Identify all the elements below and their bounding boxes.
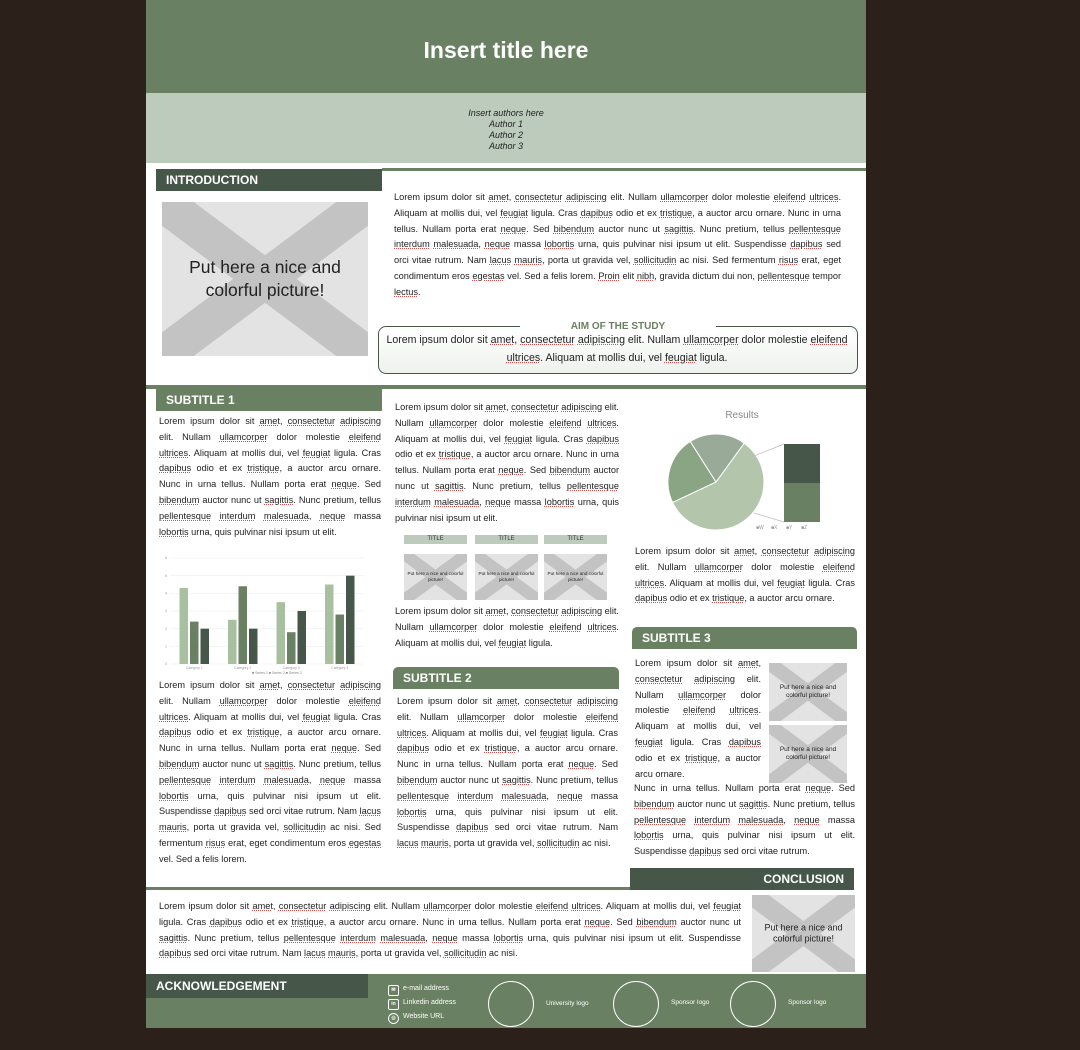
- bar-category-label: Category 1: [185, 666, 203, 670]
- pie-chart-title: Results: [725, 410, 759, 421]
- authors-block: [146, 93, 866, 163]
- author-3: Author 3: [488, 141, 524, 151]
- bar-category-label: Category 2: [234, 666, 252, 670]
- pie-breakout-2: [784, 483, 820, 522]
- sub3-picture-2: [769, 725, 847, 783]
- mini-picture-1: [404, 554, 467, 600]
- subtitle2-heading: SUBTITLE 2: [393, 667, 619, 689]
- acknowledgement-heading: ACKNOWLEDGEMENT: [146, 974, 368, 998]
- sponsor-logo-label-2: Sponsor logo: [788, 999, 827, 1006]
- subtitle2-text: Lorem ipsum dolor sit amet, consectetur adipiscing elit. Nullam ullamcorper dolor molestie eleifend ultrices. Aliquam at mollis dui, vel feugiat ligula. Cras dapibus odio et ex tristique, a auctor arcu ornare. Nunc in urna tellus. Nullam porta erat neque. Sed bibendum auctor nunc ut sagittis. Nunc pretium, tellus pellentesque interdum malesuada, neque massa lobortis urna, quis pulvinar nisi ipsum ut elit. Suspendisse dapibus sed orci vitae rutrum. Nam lacus mauris, porta ut gravida vel, sollicitudin ac nisi.: [397, 696, 619, 849]
- bar-1-1: [180, 588, 189, 664]
- mini-title-1: TITLE: [404, 535, 467, 544]
- bar-4-3: [346, 576, 355, 664]
- intro-text: Lorem ipsum dolor sit amet, consectetur adipiscing elit. Nullam ullamcorper dolor molestie eleifend ultrices. Aliquam at mollis dui, vel feugiat ligula. Cras dapibus odio et ex tristique, a auctor arcu ornare. Nunc in urna tellus. Nullam porta erat neque. Sed bibendum auctor nunc ut sagittis. Nunc pretium, tellus pellentesque interdum malesuada, neque massa lobortis urna, quis pulvinar nisi ipsum ut elit. Suspendisse dapibus sed orci vitae rutrum. Nam lacus mauris, porta ut gravida vel, sollicitudin ac nisi. Sed fermentum risus erat, eget condimentum eros egestas vel. Sed a felis lorem. Proin elit nibh, gravida dictum dui non, pellentesque tempor lectus.: [394, 192, 842, 297]
- conclusion-text: Lorem ipsum dolor sit amet, consectetur adipiscing elit. Nullam ullamcorper dolor molestie eleifend ultrices. Aliquam at mollis dui, vel feugiat ligula. Cras dapibus odio et ex tristique, a auctor arcu ornare. Nunc in urna tellus. Nullam porta erat neque. Sed bibendum auctor nunc ut sagittis. Nunc pretium, tellus pellentesque interdum malesuada, neque massa lobortis urna, quis pulvinar nisi ipsum ut elit. Suspendisse dapibus sed orci vitae rutrum. Nam lacus mauris, porta ut gravida vel, sollicitudin ac nisi.: [159, 901, 741, 959]
- bar-category-label: Category 3: [282, 666, 300, 670]
- conclusion-picture-caption: Put here a nice and colorful picture!: [764, 922, 843, 944]
- bar-3-1: [277, 602, 286, 664]
- website-text: Website URL: [403, 1013, 445, 1020]
- subtitle1-text-a: Lorem ipsum dolor sit amet, consectetur adipiscing elit. Nullam ullamcorper dolor molestie eleifend ultrices. Aliquam at mollis dui, vel feugiat ligula. Cras dapibus odio et ex tristique, a auctor arcu ornare. Nunc in urna tellus. Nullam porta erat neque. Sed bibendum auctor nunc ut sagittis. Nunc pretium, tellus pellentesque interdum malesuada, neque massa lobortis urna, quis pulvinar nisi ipsum ut elit.: [159, 416, 382, 537]
- pie-chart: [646, 403, 846, 535]
- pie-legend-x: ■X: [771, 525, 778, 531]
- bar-y-tick: 3: [165, 609, 167, 614]
- mini-title-3: TITLE: [544, 535, 607, 544]
- sponsor-logo-label-1: Sponsor logo: [671, 999, 710, 1006]
- mini-picture-2-caption: Put here a nice and colorful picture!: [478, 571, 535, 582]
- middle-text-b: Lorem ipsum dolor sit amet, consectetur adipiscing elit. Nullam ullamcorper dolor molestie eleifend ultrices. Aliquam at mollis dui, vel feugiat ligula.: [395, 606, 619, 648]
- subtitle3-text-a: Lorem ipsum dolor sit amet, consectetur adipiscing elit. Nullam ullamcorper dolor molestie eleifend ultrices. Aliquam at mollis dui, vel feugiat ligula. Cras dapibus odio et ex tristique, a auctor arcu ornare.: [635, 658, 761, 779]
- bar-1-3: [201, 629, 210, 664]
- bar-2-1: [228, 620, 237, 664]
- intro-rule: [382, 168, 866, 171]
- bar-y-tick: 0: [165, 662, 167, 667]
- linkedin-row[interactable]: [388, 996, 456, 1010]
- footer: [146, 974, 866, 1028]
- mini-picture-2: [475, 554, 538, 600]
- mini-picture-1-caption: Put here a nice and colorful picture!: [407, 571, 464, 582]
- bar-4-2: [336, 615, 345, 664]
- sub3-picture-2-caption: Put here a nice and colorful picture!: [779, 746, 837, 761]
- header: [146, 0, 866, 93]
- aim-text: Lorem ipsum dolor sit amet, consectetur adipiscing elit. Nullam ullamcorper dolor molestie eleifend ultrices. Aliquam at mollis dui, vel feugiat ligula.: [386, 334, 848, 364]
- introduction-heading: INTRODUCTION: [156, 169, 382, 191]
- bar-2-2: [239, 586, 248, 664]
- pie-legend-w: ■W: [756, 525, 764, 531]
- aim-label: AIM OF THE STUDY: [520, 320, 716, 334]
- pie-chart-legend: [756, 525, 807, 531]
- bar-4-1: [325, 585, 334, 665]
- bar-2-3: [249, 629, 258, 664]
- sub3-picture-1-caption: Put here a nice and colorful picture!: [779, 684, 837, 699]
- pie-connector-1: [754, 444, 784, 456]
- subtitle1-text-b: Lorem ipsum dolor sit amet, consectetur adipiscing elit. Nullam ullamcorper dolor molestie eleifend ultrices. Aliquam at mollis dui, vel feugiat ligula. Cras dapibus odio et ex tristique, a auctor arcu ornare. Nunc in urna tellus. Nullam porta erat neque. Sed bibendum auctor nunc ut sagittis. Nunc pretium, tellus pellentesque interdum malesuada, neque massa lobortis urna, quis pulvinar nisi ipsum ut elit. Suspendisse dapibus sed orci vitae rutrum. Nam lacus mauris, porta ut gravida vel, sollicitudin ac nisi. Sed fermentum risus erat, eget condimentum eros egestas vel. Sed a felis lorem.: [159, 680, 382, 864]
- pie-legend-y: ■Y: [786, 525, 793, 531]
- author-1: Author 1: [488, 119, 524, 129]
- bar-y-tick: 5: [165, 573, 167, 578]
- pie-breakout-1: [784, 444, 820, 483]
- bar-1-2: [190, 622, 199, 664]
- bar-y-tick: 4: [165, 591, 167, 596]
- mini-picture-3-caption: Put here a nice and colorful picture!: [547, 571, 604, 582]
- pie-connector-2: [754, 513, 784, 522]
- bar-3-2: [287, 632, 296, 664]
- right-text-a: Lorem ipsum dolor sit amet, consectetur adipiscing elit. Nullam ullamcorper dolor molestie eleifend ultrices. Aliquam at mollis dui, vel feugiat ligula. Cras dapibus odio et ex tristique, a auctor arcu ornare.: [635, 546, 855, 604]
- email-icon: ✉: [388, 985, 399, 996]
- sponsor-logo-circle-2: [730, 981, 776, 1027]
- intro-picture-caption: Put here a nice and colorful picture!: [189, 257, 341, 300]
- conclusion-rule: [146, 887, 630, 890]
- email-text: e-mail address: [403, 985, 449, 992]
- email-row[interactable]: [388, 982, 456, 996]
- globe-icon: ◎: [388, 1013, 399, 1024]
- bar-3-3: [298, 611, 307, 664]
- middle-text-a: Lorem ipsum dolor sit amet, consectetur adipiscing elit. Nullam ullamcorper dolor molestie eleifend ultrices. Aliquam at mollis dui, vel feugiat ligula. Cras dapibus odio et ex tristique, a auctor arcu ornare. Nunc in urna tellus. Nullam porta erat neque. Sed bibendum auctor nunc ut sagittis. Nunc pretium, tellus pellentesque interdum malesuada, neque massa lobortis urna, quis pulvinar nisi ipsum ut elit.: [395, 402, 620, 523]
- mini-title-2: TITLE: [475, 535, 538, 544]
- subtitle3-heading: SUBTITLE 3: [632, 627, 857, 649]
- bar-category-label: Category 4: [331, 666, 349, 670]
- intro-picture-placeholder: [162, 202, 368, 356]
- linkedin-text: Linkedin address: [403, 999, 456, 1006]
- poster-title: Insert title here: [423, 37, 589, 63]
- authors-intro: Insert authors here: [468, 108, 544, 118]
- pie-chart-plot: [668, 434, 764, 530]
- linkedin-icon: in: [388, 999, 399, 1010]
- subtitle3-text-b: Nunc in urna tellus. Nullam porta erat neque. Sed bibendum auctor nunc ut sagittis. Nunc pretium, tellus pellentesque interdum malesuada, neque massa lobortis urna, quis pulvinar nisi ipsum ut elit. Suspendisse dapibus sed orci vitae rutrum.: [634, 783, 856, 857]
- bar-chart: [160, 554, 368, 678]
- contact-block: [388, 982, 456, 1024]
- bar-chart-legend: ■ Series 1 ■ Series 2 ■ Series 3: [252, 671, 302, 675]
- author-2: Author 2: [488, 130, 524, 140]
- bar-chart-plot: [165, 556, 364, 670]
- pie-legend-z: ■Z: [801, 525, 808, 531]
- bar-y-tick: 1: [165, 644, 167, 649]
- conclusion-picture-placeholder: [752, 895, 855, 972]
- website-row[interactable]: [388, 1010, 456, 1024]
- poster: [146, 0, 866, 1028]
- bar-y-tick: 6: [165, 556, 167, 561]
- mini-picture-3: [544, 554, 607, 600]
- subtitle1-heading: SUBTITLE 1: [156, 389, 382, 411]
- sponsor-logo-circle-1: [613, 981, 659, 1027]
- university-logo-label: University logo: [546, 1000, 589, 1007]
- university-logo-circle: [488, 981, 534, 1027]
- sub3-picture-1: [769, 663, 847, 721]
- conclusion-heading: CONCLUSION: [630, 868, 854, 890]
- bar-y-tick: 2: [165, 626, 167, 631]
